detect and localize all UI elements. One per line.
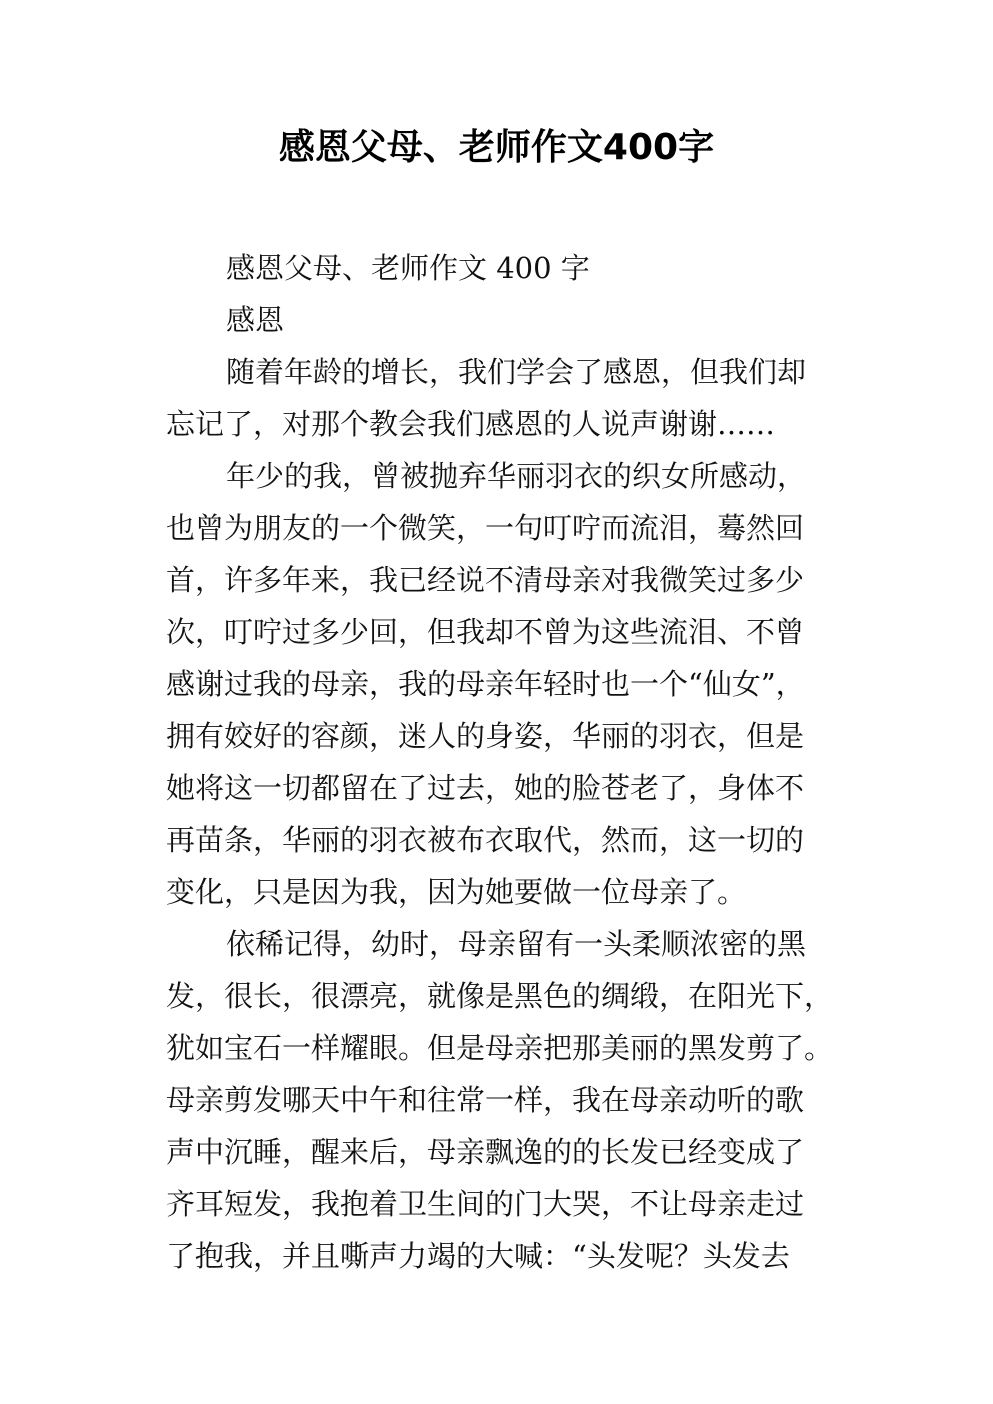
document-title: 感恩父母、老师作文400字 bbox=[278, 127, 715, 168]
text-line: 忘记了，对那个教会我们感恩的人说声谢谢…… bbox=[166, 407, 776, 441]
paragraph bbox=[166, 294, 866, 346]
text-line: 次，叮咛过多少回，但我却不曾为这些流泪、不曾 bbox=[166, 615, 805, 649]
text-line: 了抱我，并且嘶声力竭的大喊：“头发呢？头发去 bbox=[166, 1239, 790, 1273]
paragraph bbox=[166, 346, 866, 450]
paragraph bbox=[166, 450, 866, 918]
text-line: 年少的我，曾被抛弃华丽羽衣的织女所感动， bbox=[226, 459, 807, 493]
paragraph bbox=[166, 242, 866, 294]
paragraph bbox=[166, 918, 866, 1282]
text-line: 母亲剪发哪天中午和往常一样，我在母亲动听的歌 bbox=[166, 1083, 805, 1117]
text-line: 感恩 bbox=[226, 303, 285, 337]
text-line: 依稀记得，幼时，母亲留有一头柔顺浓密的黑 bbox=[226, 927, 807, 961]
text-line: 也曾为朋友的一个微笑，一句叮咛而流泪，蓦然回 bbox=[166, 511, 805, 545]
text-line: 齐耳短发，我抱着卫生间的门大哭，不让母亲走过 bbox=[166, 1187, 805, 1221]
text-line: 她将这一切都留在了过去，她的脸苍老了，身体不 bbox=[166, 771, 805, 805]
text-line: 变化，只是因为我，因为她要做一位母亲了。 bbox=[166, 875, 747, 909]
text-line: 声中沉睡，醒来后，母亲飘逸的的长发已经变成了 bbox=[166, 1135, 805, 1169]
text-line: 感恩父母、老师作文 400 字 bbox=[226, 251, 590, 285]
text-line: 首，许多年来，我已经说不清母亲对我微笑过多少 bbox=[166, 563, 805, 597]
document-body bbox=[166, 242, 866, 1282]
text-line: 拥有姣好的容颜，迷人的身姿，华丽的羽衣，但是 bbox=[166, 719, 805, 753]
text-line: 随着年龄的增长，我们学会了感恩，但我们却 bbox=[226, 355, 807, 389]
text-line: 犹如宝石一样耀眼。但是母亲把那美丽的黑发剪了。 bbox=[166, 1031, 834, 1065]
text-line: 感谢过我的母亲，我的母亲年轻时也一个“仙女”， bbox=[166, 667, 805, 701]
text-line: 发，很长，很漂亮，就像是黑色的绸缎，在阳光下， bbox=[166, 979, 834, 1013]
text-line: 再苗条，华丽的羽衣被布衣取代，然而，这一切的 bbox=[166, 823, 805, 857]
